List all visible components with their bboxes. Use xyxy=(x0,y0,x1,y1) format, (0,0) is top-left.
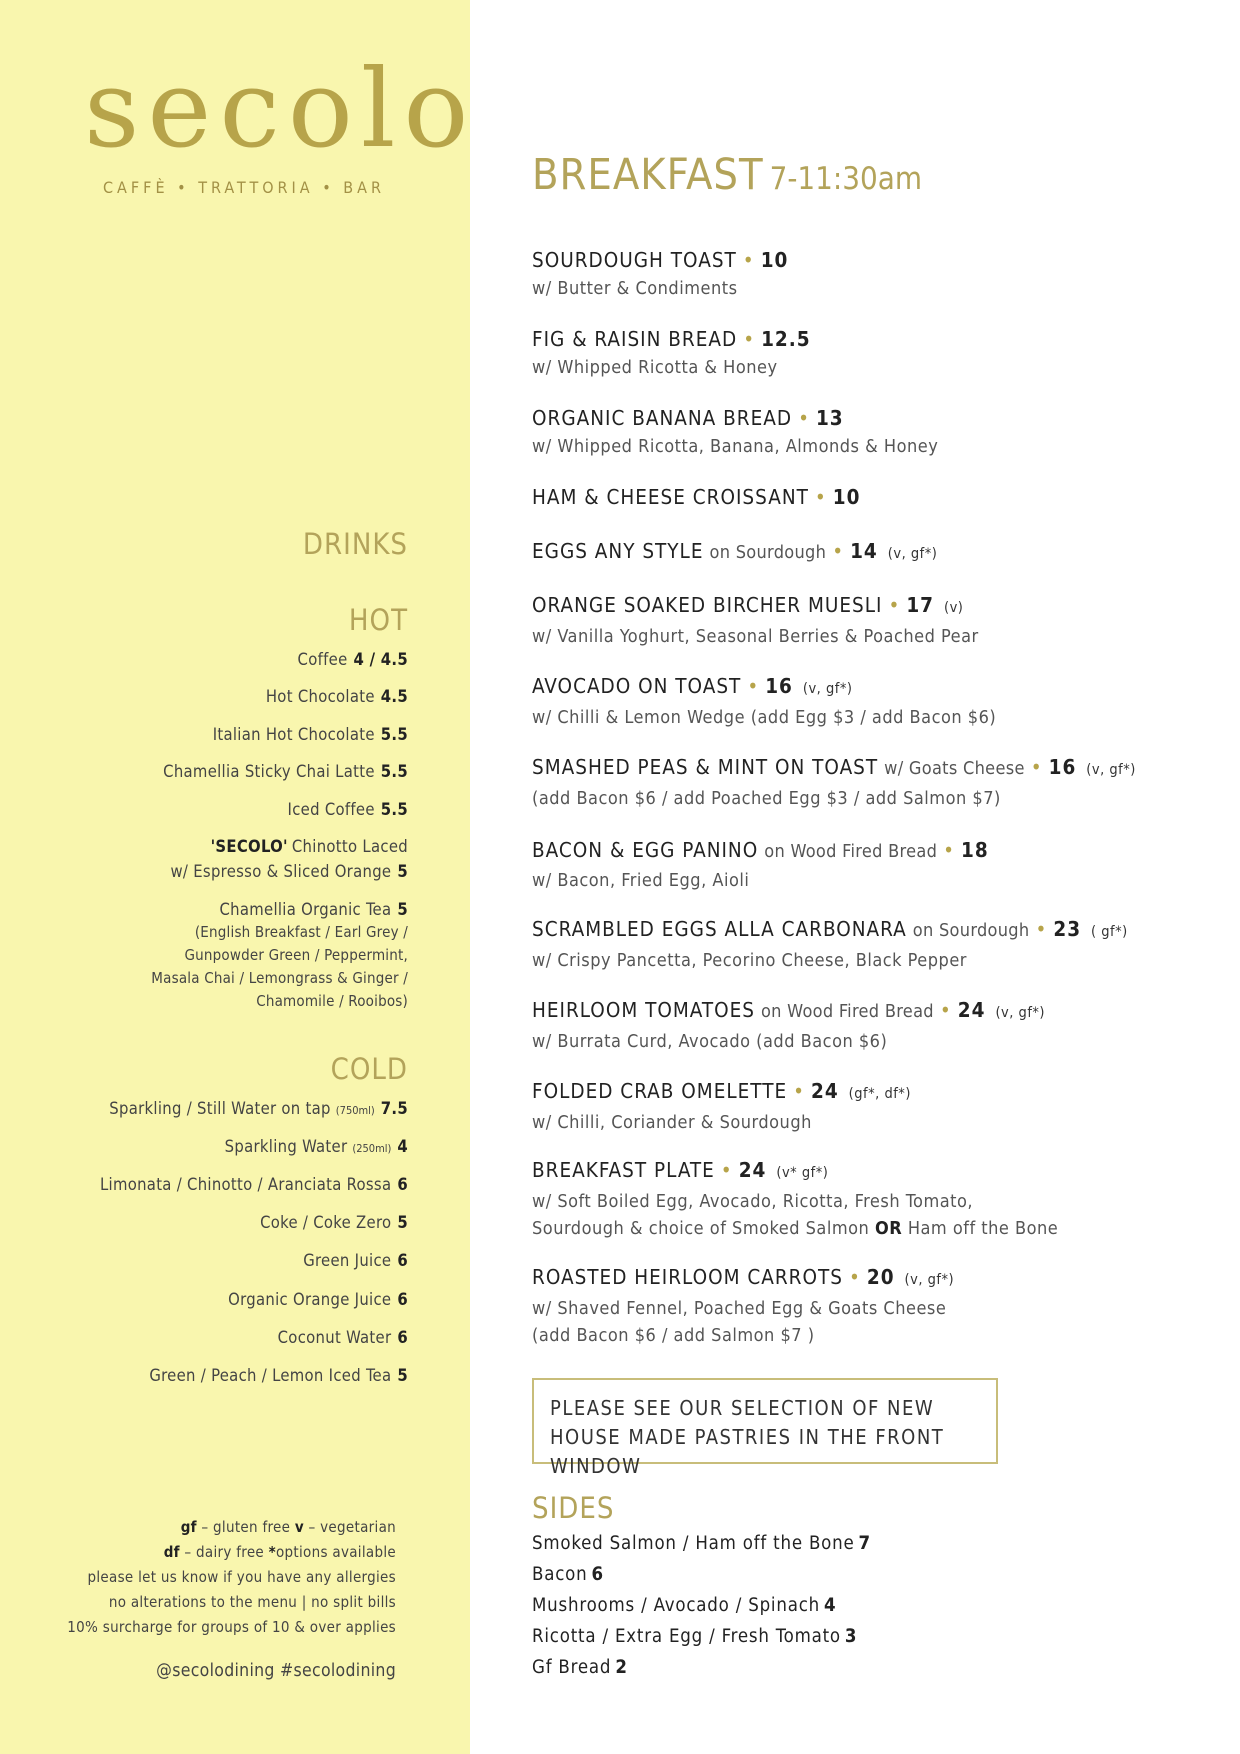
drink-item: Iced Coffee 5.5 xyxy=(287,800,408,819)
menu-item: ORANGE SOAKED BIRCHER MUESLI • 17 (v) w/ Vanilla Yoghurt, Seasonal Berries & Poached Pear xyxy=(532,593,979,647)
pastry-notice: PLEASE SEE OUR SELECTION OF NEW HOUSE MADE PASTRIES IN THE FRONT WINDOW xyxy=(532,1378,998,1464)
sides-heading: SIDES xyxy=(532,1491,615,1525)
side-item: Mushrooms / Avocado / Spinach 4 xyxy=(532,1595,837,1616)
side-item: Ricotta / Extra Egg / Fresh Tomato 3 xyxy=(532,1626,858,1647)
side-item: Smoked Salmon / Ham off the Bone 7 xyxy=(532,1533,871,1554)
menu-item: SOURDOUGH TOAST • 10 w/ Butter & Condiments xyxy=(532,248,789,299)
drink-item: Coke / Coke Zero 5 xyxy=(260,1213,408,1232)
drink-item: Coffee 4 / 4.5 xyxy=(297,650,408,669)
menu-item: BREAKFAST PLATE • 24 (v* gf*) w/ Soft Boiled Egg, Avocado, Ricotta, Fresh Tomato, Sourdough & choice of Smoked Salmon OR Ham off the Bone xyxy=(532,1158,1059,1239)
menu-item: EGGS ANY STYLE on Sourdough • 14 (v, gf*) xyxy=(532,539,938,563)
drink-item: Italian Hot Chocolate 5.5 xyxy=(212,725,408,744)
drink-item: Hot Chocolate 4.5 xyxy=(265,687,408,706)
social-handles: @secolodining #secolodining xyxy=(156,1661,396,1681)
side-item: Bacon 6 xyxy=(532,1564,604,1585)
drink-item: Sparkling / Still Water on tap (750ml) 7.5 xyxy=(109,1099,408,1118)
logo-tagline: CAFFÈ • TRATTORIA • BAR xyxy=(103,178,385,197)
chinotto-item: 'SECOLO' Chinotto Laced w/ Espresso & Sliced Orange 5 xyxy=(170,837,408,881)
hot-heading: HOT xyxy=(348,603,408,637)
menu-item: HEIRLOOM TOMATOES on Wood Fired Bread • 24 (v, gf*) w/ Burrata Curd, Avocado (add Bacon $6) xyxy=(532,998,1046,1052)
drink-item: Coconut Water 6 xyxy=(277,1328,408,1347)
menu-item: BACON & EGG PANINO on Wood Fired Bread • 18 w/ Bacon, Fried Egg, Aioli xyxy=(532,838,989,891)
menu-item: ORGANIC BANANA BREAD • 13 w/ Whipped Ricotta, Banana, Almonds & Honey xyxy=(532,406,939,457)
drink-item: Chamellia Sticky Chai Latte 5.5 xyxy=(163,762,408,781)
menu-item: SCRAMBLED EGGS ALLA CARBONARA on Sourdough • 23 ( gf*) w/ Crispy Pancetta, Pecorino Cheese, Black Pepper xyxy=(532,917,1128,971)
drinks-heading: DRINKS xyxy=(302,527,408,561)
breakfast-heading: BREAKFAST 7-11:30am xyxy=(532,150,923,200)
drink-item: Organic Orange Juice 6 xyxy=(228,1290,408,1309)
side-item: Gf Bread 2 xyxy=(532,1657,628,1678)
drink-item: Green / Peach / Lemon Iced Tea 5 xyxy=(149,1366,408,1385)
menu-item: HAM & CHEESE CROISSANT • 10 xyxy=(532,485,861,509)
drink-item: Green Juice 6 xyxy=(303,1251,408,1270)
dietary-notes: gf – gluten free v – vegetarian df – dairy free *options available please let us know if you have any allergies no alterations to the menu | no split bills 10% surcharge for groups of 10 & over applies xyxy=(67,1518,396,1636)
menu-item: AVOCADO ON TOAST • 16 (v, gf*) w/ Chilli & Lemon Wedge (add Egg $3 / add Bacon $6) xyxy=(532,674,997,728)
drink-item: Sparkling Water (250ml) 4 xyxy=(224,1137,408,1156)
logo-wordmark: secolo xyxy=(84,47,477,172)
logo xyxy=(84,47,477,197)
drink-item: Limonata / Chinotto / Aranciata Rossa 6 xyxy=(99,1175,408,1194)
drinks-panel xyxy=(0,0,477,1754)
menu-item: FIG & RAISIN BREAD • 12.5 w/ Whipped Ricotta & Honey xyxy=(532,327,811,378)
cold-heading: COLD xyxy=(330,1052,408,1086)
menu-item: FOLDED CRAB OMELETTE • 24 (gf*, df*) w/ Chilli, Coriander & Sourdough xyxy=(532,1079,911,1133)
tea-item: Chamellia Organic Tea 5 (English Breakfast / Earl Grey / Gunpowder Green / Peppermint, Masala Chai / Lemongrass & Ginger / Chamomile / Rooibos) xyxy=(151,900,408,1010)
menu-item: SMASHED PEAS & MINT ON TOAST w/ Goats Cheese • 16 (v, gf*) (add Bacon $6 / add Poached Egg $3 / add Salmon $7) xyxy=(532,755,1136,809)
menu-item: ROASTED HEIRLOOM CARROTS • 20 (v, gf*) w/ Shaved Fennel, Poached Egg & Goats Cheese (add Bacon $6 / add Salmon $7 ) xyxy=(532,1265,955,1346)
